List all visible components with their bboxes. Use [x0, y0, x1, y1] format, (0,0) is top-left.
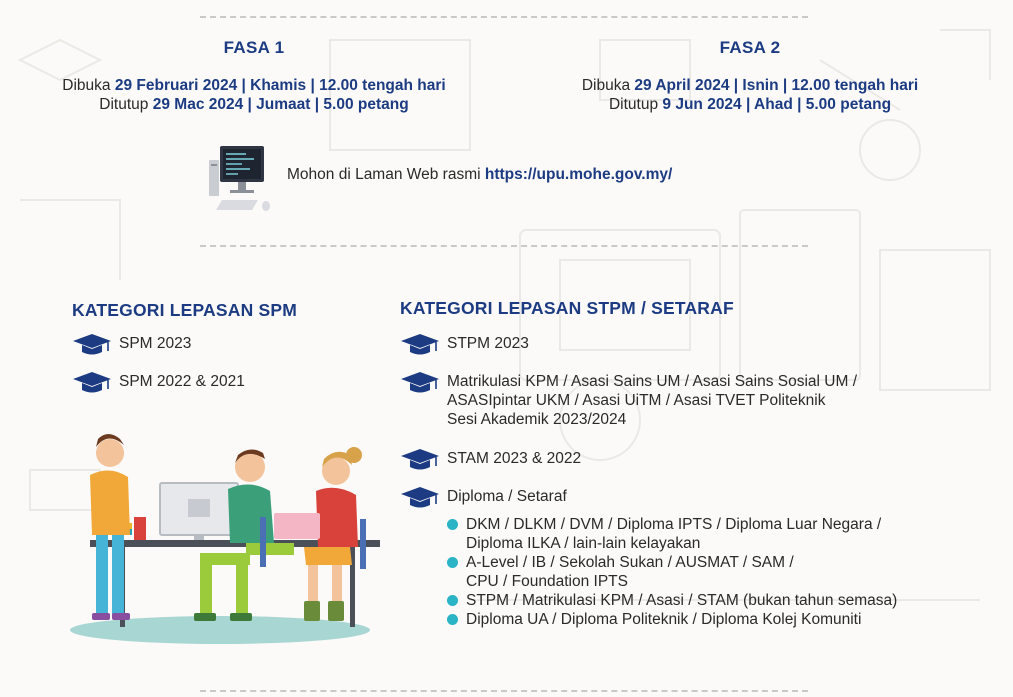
phase-2	[520, 38, 980, 114]
sub-item-2: A-Level / IB / Sekolah Sukan / AUSMAT / SAM / CPU / Foundation IPTS	[447, 553, 897, 591]
graduation-cap-icon	[72, 332, 112, 356]
spm-category-title: KATEGORI LEPASAN SPM	[72, 300, 298, 320]
phase-1-title: FASA 1	[223, 38, 285, 57]
phase-1-open: Dibuka 29 Februari 2024 | Khamis | 12.00 tengah hari	[62, 77, 446, 94]
stpm-category-title: KATEGORI LEPASAN STPM / SETARAF	[400, 298, 734, 318]
phase-2-title: FASA 2	[719, 38, 781, 57]
diploma-sub-list	[447, 515, 897, 629]
graduation-cap-icon	[400, 447, 440, 471]
stpm-item-4: Diploma / Setaraf	[400, 485, 567, 509]
phase-2-close: Ditutup 9 Jun 2024 | Ahad | 5.00 petang	[608, 96, 892, 113]
stpm-category	[400, 298, 734, 319]
bullet-dot-icon	[447, 557, 458, 568]
graduation-cap-icon	[400, 332, 440, 356]
phase-1-close: Ditutup 29 Mac 2024 | Jumaat | 5.00 petang	[99, 96, 409, 113]
bullet-dot-icon	[447, 595, 458, 606]
bullet-dot-icon	[447, 614, 458, 625]
stpm-item-3: STAM 2023 & 2022	[400, 447, 581, 471]
bottom-divider	[200, 690, 808, 692]
graduation-cap-icon	[72, 370, 112, 394]
sub-item-4: Diploma UA / Diploma Politeknik / Diploma Kolej Komuniti	[447, 610, 897, 629]
spm-item-1: SPM 2023	[72, 332, 191, 356]
bullet-dot-icon	[447, 519, 458, 530]
graduation-cap-icon	[400, 485, 440, 509]
graduation-cap-icon	[400, 370, 440, 394]
apply-url-link[interactable]: https://upu.mohe.gov.my/	[484, 166, 673, 183]
sub-item-3: STPM / Matrikulasi KPM / Asasi / STAM (bukan tahun semasa)	[447, 591, 897, 610]
students-illustration	[60, 425, 390, 655]
stpm-item-2: Matrikulasi KPM / Asasi Sains UM / Asasi Sains Sosial UM / ASASIpintar UKM / Asasi UiTM / Asasi TVET Politeknik Sesi Akademik 2023/2024	[400, 370, 857, 429]
apply-web-text: Mohon di Laman Web rasmi https://upu.mohe.gov.my/	[287, 166, 673, 183]
stpm-item-1: STPM 2023	[400, 332, 529, 356]
phase-1	[24, 38, 484, 114]
phase-2-open: Dibuka 29 April 2024 | Isnin | 12.00 tengah hari	[581, 77, 919, 94]
spm-item-2: SPM 2022 & 2021	[72, 370, 245, 394]
top-divider	[200, 16, 808, 18]
middle-divider	[200, 245, 808, 247]
spm-category	[72, 300, 297, 321]
computer-icon	[206, 140, 276, 220]
sub-item-1: DKM / DLKM / DVM / Diploma IPTS / Diploma Luar Negara / Diploma ILKA / lain-lain kelayakan	[447, 515, 897, 553]
